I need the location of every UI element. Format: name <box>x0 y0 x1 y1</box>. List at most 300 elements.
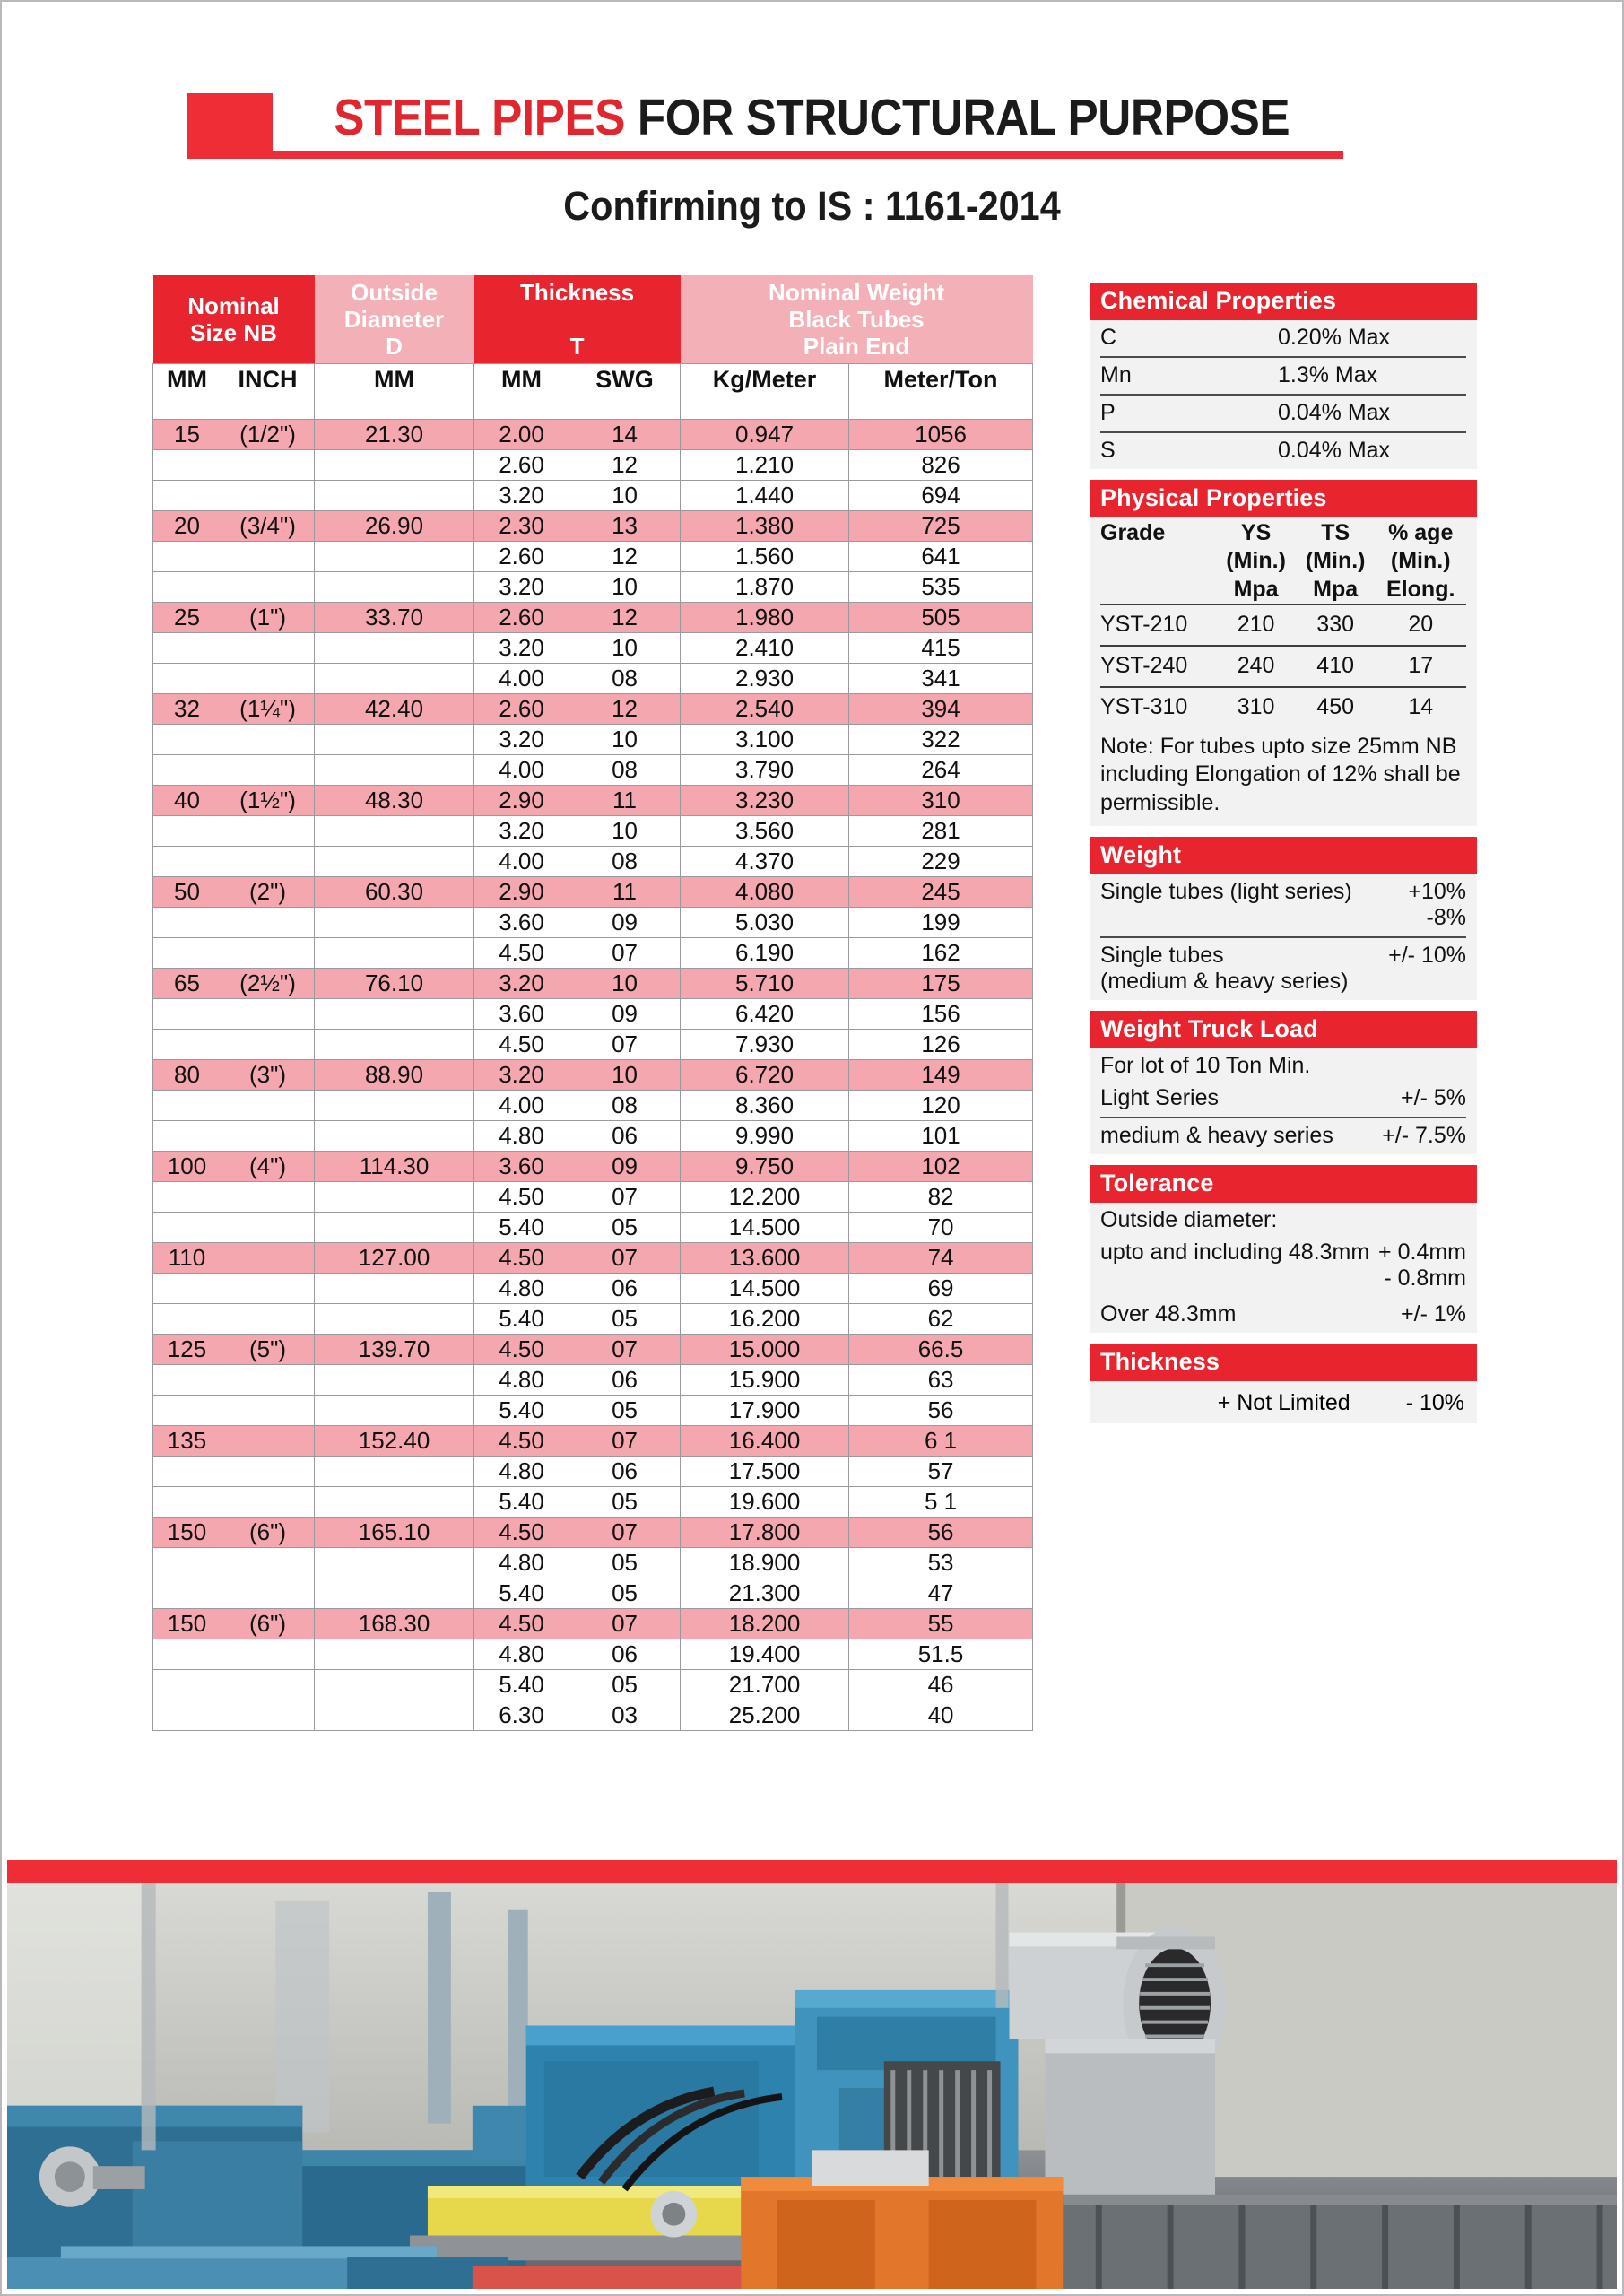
cell-t: 4.50 <box>474 1609 569 1639</box>
cell-t: 2.90 <box>474 786 569 816</box>
chemical-row-p <box>1100 396 1466 433</box>
table-row <box>153 694 1033 725</box>
truck-lot-note: For lot of 10 Ton Min. <box>1100 1053 1311 1079</box>
cell-mt: 63 <box>849 1365 1033 1396</box>
tolerance-upto-minus: - 0.8mm <box>1384 1265 1466 1292</box>
cell-od: 33.70 <box>315 603 474 633</box>
cell-inch <box>221 1182 315 1213</box>
cell-nb <box>153 1182 221 1213</box>
cell-mt: 5 1 <box>849 1487 1033 1518</box>
cell-od: 88.90 <box>315 1060 474 1091</box>
table-row <box>153 1304 1033 1335</box>
cell-nb: 15 <box>153 420 221 450</box>
cell-t: 4.80 <box>474 1548 569 1578</box>
cell-nb <box>153 450 221 481</box>
table-row <box>153 755 1033 786</box>
cell-od <box>315 999 474 1030</box>
cell-swg: 05 <box>569 1487 681 1518</box>
table-row <box>153 908 1033 938</box>
cell-mt: 229 <box>849 847 1033 877</box>
cell-swg: 06 <box>569 1365 681 1396</box>
cell-kgm: 5.710 <box>681 969 849 999</box>
table-row <box>153 725 1033 755</box>
cell-t: 3.20 <box>474 1060 569 1091</box>
section-gap <box>1090 826 1477 837</box>
cell-kgm: 1.980 <box>681 603 849 633</box>
cell-nb <box>153 1457 221 1487</box>
table-spacer-row <box>153 396 1033 420</box>
cell-nb <box>153 633 221 664</box>
cell-kgm: 1.440 <box>681 481 849 511</box>
weight-truck-load-body <box>1090 1048 1477 1154</box>
cell-mt: 245 <box>849 877 1033 908</box>
cell-nb <box>153 1274 221 1304</box>
cell-kgm: 1.380 <box>681 511 849 542</box>
table-row <box>153 481 1033 511</box>
title-red-swatch <box>187 93 273 152</box>
cell-inch <box>221 1213 315 1243</box>
cell-mt: 120 <box>849 1091 1033 1121</box>
table-row <box>153 572 1033 603</box>
cell-kgm: 25.200 <box>681 1700 849 1731</box>
cell-inch <box>221 572 315 603</box>
table-group-header-1: Outside Diameter D <box>315 275 474 364</box>
cell-swg: 06 <box>569 1121 681 1152</box>
cell-inch <box>221 450 315 481</box>
table-row <box>153 1578 1033 1609</box>
cell-swg: 05 <box>569 1578 681 1609</box>
cell-od: 168.30 <box>315 1609 474 1639</box>
cell-t: 2.00 <box>474 420 569 450</box>
cell-kgm: 4.080 <box>681 877 849 908</box>
tolerance-over-row <box>1100 1297 1466 1333</box>
cell-swg: 08 <box>569 664 681 694</box>
cell-mt: 53 <box>849 1548 1033 1578</box>
cell-kgm: 5.030 <box>681 908 849 938</box>
table-spacer-cell <box>474 396 569 420</box>
cell-t: 3.20 <box>474 481 569 511</box>
cell-t: 3.20 <box>474 572 569 603</box>
cell-kgm: 3.790 <box>681 755 849 786</box>
tolerance-upto-plus: + 0.4mm <box>1378 1239 1466 1265</box>
cell-kgm: 2.930 <box>681 664 849 694</box>
factory-photo-illustration <box>7 1883 1617 2289</box>
cell-nb <box>153 1030 221 1060</box>
cell-inch <box>221 1243 315 1274</box>
table-spacer-cell <box>315 396 474 420</box>
grade-cell-ts: 330 <box>1296 604 1376 646</box>
weight-truck-load-heading: Weight Truck Load <box>1090 1011 1477 1048</box>
cell-od <box>315 1091 474 1121</box>
table-row <box>153 969 1033 999</box>
cell-od: 76.10 <box>315 969 474 999</box>
table-sub-header-1: INCH <box>221 364 315 396</box>
title-highlight: STEEL PIPES <box>334 89 626 146</box>
cell-kgm: 9.750 <box>681 1152 849 1182</box>
cell-nb <box>153 1091 221 1121</box>
weight-medium-label-line1: Single tubes <box>1100 943 1224 969</box>
cell-kgm: 12.200 <box>681 1182 849 1213</box>
cell-od <box>315 1670 474 1700</box>
cell-inch <box>221 1578 315 1609</box>
table-row <box>153 1396 1033 1426</box>
cell-od <box>315 725 474 755</box>
cell-swg: 13 <box>569 511 681 542</box>
cell-kgm: 1.560 <box>681 542 849 572</box>
grade-row <box>1100 687 1466 727</box>
cell-swg: 07 <box>569 1182 681 1213</box>
cell-od: 60.30 <box>315 877 474 908</box>
cell-od <box>315 1304 474 1335</box>
cell-nb <box>153 1639 221 1670</box>
tolerance-over-label: Over 48.3mm <box>1100 1301 1237 1327</box>
title-line <box>281 88 1342 152</box>
cell-inch <box>221 999 315 1030</box>
cell-od <box>315 1274 474 1304</box>
weight-light-minus: -8% <box>1426 905 1466 931</box>
cell-kgm: 15.000 <box>681 1335 849 1365</box>
cell-mt: 156 <box>849 999 1033 1030</box>
table-spacer-cell <box>681 396 849 420</box>
cell-inch <box>221 755 315 786</box>
table-row <box>153 1030 1033 1060</box>
table-group-header-row <box>153 275 1033 364</box>
cell-mt: 505 <box>849 603 1033 633</box>
table-sub-header-row <box>153 364 1033 396</box>
cell-nb: 135 <box>153 1426 221 1457</box>
cell-kgm: 2.540 <box>681 694 849 725</box>
cell-inch: (2½") <box>221 969 315 999</box>
cell-inch: (4") <box>221 1152 315 1182</box>
physical-properties-note: Note: For tubes upto size 25mm NB including Elongation of 12% shall be permissible. <box>1100 733 1461 815</box>
cell-nb: 110 <box>153 1243 221 1274</box>
cell-nb: 100 <box>153 1152 221 1182</box>
table-row <box>153 1152 1033 1182</box>
cell-t: 3.60 <box>474 999 569 1030</box>
thickness-values-row <box>1100 1381 1466 1423</box>
table-row <box>153 1700 1033 1731</box>
chemical-properties-body <box>1090 320 1477 469</box>
chemical-element: S <box>1100 438 1116 463</box>
grade-cell-ys: 210 <box>1216 604 1296 646</box>
physical-properties-heading: Physical Properties <box>1090 480 1477 517</box>
cell-inch <box>221 481 315 511</box>
cell-inch <box>221 847 315 877</box>
section-gap <box>1090 469 1477 480</box>
weight-body <box>1090 874 1477 1000</box>
cell-mt: 694 <box>849 481 1033 511</box>
cell-inch: (6") <box>221 1609 315 1639</box>
cell-t: 6.30 <box>474 1700 569 1731</box>
cell-nb <box>153 1304 221 1335</box>
pipe-specification-table <box>152 275 1032 1731</box>
title-text <box>334 88 1290 147</box>
cell-swg: 07 <box>569 1609 681 1639</box>
cell-nb: 80 <box>153 1060 221 1091</box>
cell-swg: 14 <box>569 420 681 450</box>
table-row <box>153 1060 1033 1091</box>
cell-swg: 12 <box>569 450 681 481</box>
table-row <box>153 1365 1033 1396</box>
cell-swg: 09 <box>569 1152 681 1182</box>
cell-kgm: 17.800 <box>681 1518 849 1548</box>
cell-kgm: 14.500 <box>681 1274 849 1304</box>
cell-kgm: 18.900 <box>681 1548 849 1578</box>
cell-od <box>315 1457 474 1487</box>
grade-table <box>1100 517 1466 727</box>
table-row <box>153 1639 1033 1670</box>
cell-inch <box>221 938 315 969</box>
cell-t: 5.40 <box>474 1487 569 1518</box>
cell-swg: 11 <box>569 786 681 816</box>
table-row <box>153 999 1033 1030</box>
grade-cell-elong: 17 <box>1375 646 1466 687</box>
cell-inch <box>221 633 315 664</box>
section-gap <box>1090 1154 1477 1165</box>
cell-kgm: 13.600 <box>681 1243 849 1274</box>
cell-od <box>315 1639 474 1670</box>
cell-inch <box>221 1091 315 1121</box>
cell-t: 4.80 <box>474 1365 569 1396</box>
cell-mt: 40 <box>849 1700 1033 1731</box>
section-gap <box>1090 1333 1477 1344</box>
cell-od: 139.70 <box>315 1335 474 1365</box>
cell-t: 4.80 <box>474 1274 569 1304</box>
grade-table-body <box>1100 604 1466 727</box>
truck-light-series-row <box>1100 1081 1466 1118</box>
tolerance-body <box>1090 1203 1477 1333</box>
cell-od <box>315 1487 474 1518</box>
table-row <box>153 542 1033 572</box>
cell-swg: 05 <box>569 1304 681 1335</box>
table-row <box>153 877 1033 908</box>
chemical-value: 0.04% Max <box>1278 438 1391 463</box>
cell-od <box>315 1396 474 1426</box>
cell-od <box>315 816 474 847</box>
cell-kgm: 18.200 <box>681 1609 849 1639</box>
table-spacer-cell <box>849 396 1033 420</box>
thickness-minus: - 10% <box>1405 1390 1464 1416</box>
thickness-plus: + Not Limited <box>1217 1390 1350 1416</box>
cell-kgm: 16.200 <box>681 1304 849 1335</box>
tolerance-over-value: +/- 1% <box>1401 1301 1466 1327</box>
cell-od <box>315 664 474 694</box>
cell-swg: 06 <box>569 1639 681 1670</box>
cell-od <box>315 1548 474 1578</box>
cell-nb: 40 <box>153 786 221 816</box>
cell-inch: (3/4") <box>221 511 315 542</box>
table-spacer-cell <box>569 396 681 420</box>
cell-swg: 07 <box>569 938 681 969</box>
grade-cell-elong: 14 <box>1375 687 1466 727</box>
cell-t: 4.00 <box>474 664 569 694</box>
grade-cell-grade: YST-210 <box>1100 604 1216 646</box>
cell-t: 5.40 <box>474 1670 569 1700</box>
table-row <box>153 1426 1033 1457</box>
table-row <box>153 633 1033 664</box>
cell-inch <box>221 1548 315 1578</box>
cell-t: 4.00 <box>474 755 569 786</box>
cell-kgm: 1.210 <box>681 450 849 481</box>
chemical-row-s <box>1100 433 1466 469</box>
cell-inch <box>221 1426 315 1457</box>
cell-nb <box>153 1121 221 1152</box>
chemical-element: P <box>1100 400 1116 425</box>
thickness-heading: Thickness <box>1090 1344 1477 1381</box>
cell-od <box>315 755 474 786</box>
table-row <box>153 1091 1033 1121</box>
grade-row <box>1100 646 1466 687</box>
cell-swg: 05 <box>569 1670 681 1700</box>
cell-kgm: 17.900 <box>681 1396 849 1426</box>
cell-t: 3.20 <box>474 816 569 847</box>
cell-mt: 394 <box>849 694 1033 725</box>
cell-mt: 281 <box>849 816 1033 847</box>
cell-nb <box>153 847 221 877</box>
cell-mt: 1056 <box>849 420 1033 450</box>
cell-od: 114.30 <box>315 1152 474 1182</box>
cell-t: 4.80 <box>474 1639 569 1670</box>
cell-nb: 50 <box>153 877 221 908</box>
tolerance-upto-row <box>1100 1235 1466 1297</box>
cell-inch: (1") <box>221 603 315 633</box>
cell-kgm: 14.500 <box>681 1213 849 1243</box>
chemical-value: 0.20% Max <box>1278 325 1391 350</box>
grade-cell-ys: 240 <box>1216 646 1296 687</box>
cell-nb <box>153 999 221 1030</box>
cell-t: 2.60 <box>474 542 569 572</box>
cell-swg: 06 <box>569 1457 681 1487</box>
cell-mt: 535 <box>849 572 1033 603</box>
table-row <box>153 786 1033 816</box>
cell-swg: 10 <box>569 1060 681 1091</box>
cell-nb <box>153 481 221 511</box>
cell-kgm: 3.230 <box>681 786 849 816</box>
cell-kgm: 3.100 <box>681 725 849 755</box>
cell-od <box>315 633 474 664</box>
table-sub-header-0: MM <box>153 364 221 396</box>
cell-od <box>315 450 474 481</box>
cell-swg: 07 <box>569 1030 681 1060</box>
cell-inch <box>221 1274 315 1304</box>
table-row <box>153 1121 1033 1152</box>
cell-od: 21.30 <box>315 420 474 450</box>
cell-mt: 725 <box>849 511 1033 542</box>
cell-inch <box>221 816 315 847</box>
table-row <box>153 1609 1033 1639</box>
grade-cell-elong: 20 <box>1375 604 1466 646</box>
cell-t: 3.20 <box>474 725 569 755</box>
table-row <box>153 847 1033 877</box>
cell-swg: 09 <box>569 908 681 938</box>
table-row <box>153 1487 1033 1518</box>
chemical-row-mn <box>1100 358 1466 396</box>
cell-kgm: 17.500 <box>681 1457 849 1487</box>
cell-inch <box>221 1487 315 1518</box>
cell-swg: 08 <box>569 755 681 786</box>
truck-light-value: +/- 5% <box>1401 1085 1466 1111</box>
table-sub-header-3: MM <box>474 364 569 396</box>
cell-od <box>315 908 474 938</box>
cell-kgm: 2.410 <box>681 633 849 664</box>
cell-t: 3.60 <box>474 1152 569 1182</box>
cell-kgm: 0.947 <box>681 420 849 450</box>
cell-od: 152.40 <box>315 1426 474 1457</box>
cell-od <box>315 1578 474 1609</box>
cell-swg: 10 <box>569 816 681 847</box>
cell-mt: 826 <box>849 450 1033 481</box>
cell-inch <box>221 542 315 572</box>
cell-nb: 20 <box>153 511 221 542</box>
chemical-value: 1.3% Max <box>1278 362 1378 387</box>
table-row <box>153 1182 1033 1213</box>
cell-swg: 07 <box>569 1518 681 1548</box>
cell-od: 26.90 <box>315 511 474 542</box>
grade-col-header-3: % age (Min.) Elong. <box>1386 520 1455 602</box>
cell-mt: 57 <box>849 1457 1033 1487</box>
cell-mt: 6 1 <box>849 1426 1033 1457</box>
cell-nb <box>153 938 221 969</box>
cell-mt: 162 <box>849 938 1033 969</box>
cell-mt: 74 <box>849 1243 1033 1274</box>
cell-swg: 05 <box>569 1396 681 1426</box>
cell-nb <box>153 664 221 694</box>
cell-mt: 341 <box>849 664 1033 694</box>
cell-kgm: 15.900 <box>681 1365 849 1396</box>
grade-col-header-2: TS (Min.) Mpa <box>1305 520 1366 602</box>
cell-nb <box>153 816 221 847</box>
cell-swg: 05 <box>569 1548 681 1578</box>
cell-nb: 150 <box>153 1609 221 1639</box>
cell-t: 3.60 <box>474 908 569 938</box>
cell-nb <box>153 1365 221 1396</box>
truck-medium-value: +/- 7.5% <box>1382 1123 1466 1149</box>
grade-cell-ys: 310 <box>1216 687 1296 727</box>
cell-kgm: 19.600 <box>681 1487 849 1518</box>
table-row <box>153 420 1033 450</box>
table-group-header-0: Nominal Size NB <box>153 275 315 364</box>
table-row <box>153 1335 1033 1365</box>
chemical-value: 0.04% Max <box>1278 400 1391 425</box>
cell-od <box>315 1365 474 1396</box>
cell-od <box>315 572 474 603</box>
cell-mt: 126 <box>849 1030 1033 1060</box>
grade-cell-grade: YST-240 <box>1100 646 1216 687</box>
chemical-properties-heading: Chemical Properties <box>1090 283 1477 320</box>
title-underline <box>187 151 1342 159</box>
cell-t: 4.50 <box>474 1182 569 1213</box>
cell-nb <box>153 1213 221 1243</box>
cell-swg: 08 <box>569 1091 681 1121</box>
table-row <box>153 664 1033 694</box>
cell-nb: 150 <box>153 1518 221 1548</box>
cell-kgm: 19.400 <box>681 1639 849 1670</box>
cell-mt: 149 <box>849 1060 1033 1091</box>
cell-swg: 03 <box>569 1700 681 1731</box>
table-row <box>153 938 1033 969</box>
table-sub-header-6: Meter/Ton <box>849 364 1033 396</box>
tolerance-heading: Tolerance <box>1090 1165 1477 1203</box>
cell-mt: 47 <box>849 1578 1033 1609</box>
cell-od <box>315 847 474 877</box>
grade-row <box>1100 604 1466 646</box>
chemical-row-c <box>1100 320 1466 358</box>
cell-t: 4.50 <box>474 1243 569 1274</box>
cell-t: 4.50 <box>474 1030 569 1060</box>
table-row <box>153 1457 1033 1487</box>
cell-swg: 12 <box>569 603 681 633</box>
grade-table-header <box>1100 517 1466 604</box>
